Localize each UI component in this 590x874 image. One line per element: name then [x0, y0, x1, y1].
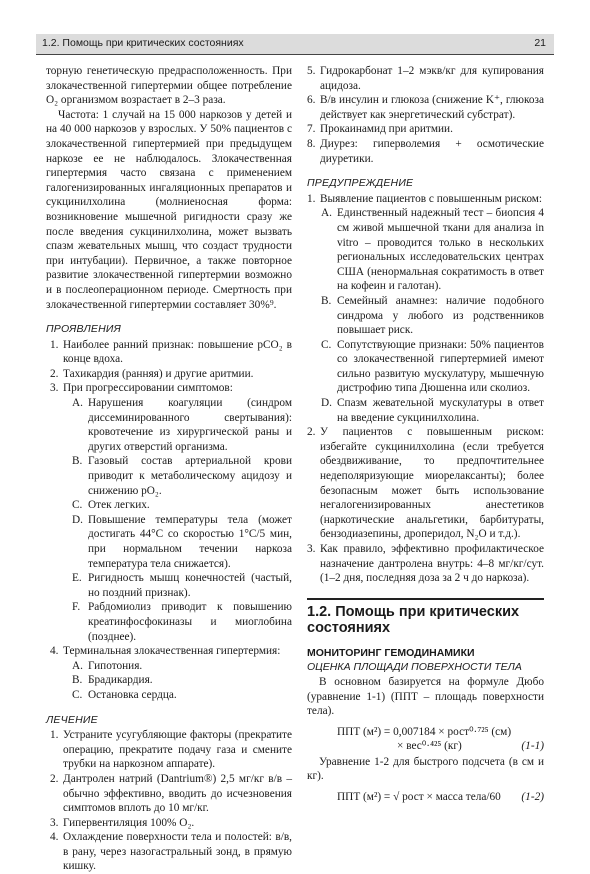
formula-line: ППТ (м²) = 0,007184 × рост⁰·⁷²⁵ (см): [337, 725, 512, 738]
formula-1-1: [307, 725, 544, 755]
list-item: 3. Как правило, эффективно профилактическое назначение дантролена внутрь: 4–8 мг/кг/сут. (1–2 дня, последняя доза за 2 ч до наркоза).: [307, 543, 544, 585]
formula-line: × вес⁰·⁴²⁵ (кг): [397, 739, 462, 752]
list-item: 4. Терминальная злокачественная гипертермия:: [50, 645, 281, 658]
right-column: [307, 64, 544, 806]
list-item: 1. Наиболее ранний признак: повышение pCO₂ в конце вдоха.: [50, 338, 292, 366]
formula-1-2: [307, 790, 544, 806]
list-item: 7. Прокаинамид при аритмии.: [307, 123, 453, 136]
sublist-item: A. Единственный надежный тест – биопсия 4 см живой мышечной ткани для анализа in vitro – проводится только в нескольких региональных исследовательских центрах США (ненормальная сократимость в ответ на кофеин и галотан).: [321, 207, 544, 293]
running-header: [36, 34, 554, 55]
sublist-item: A. Гипотония.: [72, 659, 143, 672]
list-item: 8. Диурез: гиперволемия + осмотические диуретики.: [307, 137, 544, 165]
page-number: 21: [534, 37, 546, 49]
list-item: 4. Охлаждение поверхности тела и полостей: в/в, в рану, через назогастральный зонд, в прямую кишку.: [50, 831, 292, 873]
sublist-item: C. Отек легких.: [72, 499, 150, 512]
formula-line: ППТ (м²) = √ рост × масса тела/60: [337, 790, 501, 803]
list-item: 2. Тахикардия (ранняя) и другие аритмии.: [50, 367, 254, 380]
sublist-item: B. Брадикардия.: [72, 674, 153, 687]
list-item: 1. Выявление пациентов с повышенным риском:: [307, 192, 543, 205]
paragraph: торную генетическую предрасположенность. При злокачественной гипертермии общее потребление O₂ организмом возрастает в 2–3 раза.: [46, 65, 292, 107]
sublist-item: B. Газовый состав артериальной крови приводит к метаболическому ацидозу и снижению pO₂.: [72, 455, 292, 497]
subheading-prevention: ПРЕДУПРЕЖДЕНИЕ: [307, 177, 414, 190]
sublist-item: C. Сопутствующие признаки: 50% пациентов со злокачественной гипертермией имеют сильно развитую мускулатуру, мышечную дистрофию типа Дюшенна или сколиоз.: [321, 338, 544, 395]
sublist-item: B. Семейный анамнез: наличие подобного синдрома у любого из родственников повышает риск.: [321, 294, 544, 337]
running-header-title: 1.2. Помощь при критических состояниях: [42, 37, 244, 49]
left-column: [46, 64, 292, 874]
list-item: 6. В/в инсулин и глюкоза (снижение K⁺, глюкоза действует как энергетический субстрат).: [307, 94, 544, 121]
list-item: 2. Дантролен натрий (Dantrium®) 2,5 мг/кг в/в – обычно эффективно, вводить до исчезновения симптомов вплоть до 10 мг/кг.: [50, 772, 292, 815]
sublist-item: D. Спазм жевательной мускулатуры в ответ на введение сукцинилхолина.: [321, 397, 544, 424]
sublist-item: A. Нарушения коагуляции (синдром диссеминированного свертывания): кровотечение из хирургической раны и других отверстий организма.: [72, 397, 292, 453]
sublist-item: E. Ригидность мышц конечностей (частый, но поздний признак).: [72, 572, 292, 599]
list-item: 3. Гипервентиляция 100% O₂.: [50, 816, 195, 829]
list-item: 1. Устраните усугубляющие факторы (прекратите операцию, прекратите подачу газа и смените трубки на наркозном аппарате).: [50, 729, 292, 771]
sublist-item: C. Остановка сердца.: [72, 688, 177, 701]
section-title: 1.2. Помощь при критических состояниях: [307, 598, 544, 636]
heading-body-surface-area: ОЦЕНКА ПЛОЩАДИ ПОВЕРХНОСТИ ТЕЛА: [307, 661, 522, 674]
list-item: 5. Гидрокарбонат 1–2 мэкв/кг для купирования ацидоза.: [307, 65, 544, 92]
paragraph: Частота: 1 случай на 15 000 наркозов у детей и на 40 000 наркозов у взрослых. У 50% пациентов с злокачественной гипертермией при предыдущем наркозе ее не наблюдалось. Злокачественная гипертермия часто связана с применением галогенизированных ингаляционных препаратов и сукцинилхолина (молниеносная форма: возникновение мышечной ригидности сразу же после введения сукцинилхолина, может вызвать спазм жевательных мышц, что создаст трудности при интубации). Первичное, а также повторное развитие злокачественной гипертермии возможно и в послеоперационном периоде. Смертность при злокачественной гипертермии составляет 30%⁹.: [46, 108, 292, 311]
paragraph: В основном базируется на формуле Дюбо (уравнение 1-1) (ППТ – площадь поверхности тела).: [307, 675, 544, 718]
paragraph: Уравнение 1-2 для быстрого подсчета (в см и кг).: [307, 755, 544, 783]
sublist-item: F. Рабдомиолиз приводит к повышению креатинфосфокиназы и миоглобина (позднее).: [72, 601, 292, 643]
list-item: 3. При прогрессировании симптомов:: [50, 382, 233, 395]
heading-hemodynamic-monitoring: МОНИТОРИНГ ГЕМОДИНАМИКИ: [307, 646, 475, 659]
equation-number: (1-1): [521, 739, 544, 752]
equation-number: (1-2): [521, 790, 544, 803]
subheading-manifestations: ПРОЯВЛЕНИЯ: [46, 323, 121, 336]
list-item: 2. У пациентов с повышенным риском: избегайте сукцинилхолина (если требуется обездвиживание, то предпочтительнее недеполяризующие миорелаксанты); более безопасным может быть использование негалогенизированных анестетиков (наркотические анальгетики, барбитураты, бензодиазепины, дроперидол, N₂O и т.д.).: [307, 426, 544, 541]
subheading-treatment: ЛЕЧЕНИЕ: [46, 713, 98, 726]
sublist-item: D. Повышение температуры тела (может достигать 44°C со скоростью 1°C/5 мин, при нормальном течении наркоза температура тела снижается).: [72, 513, 292, 570]
